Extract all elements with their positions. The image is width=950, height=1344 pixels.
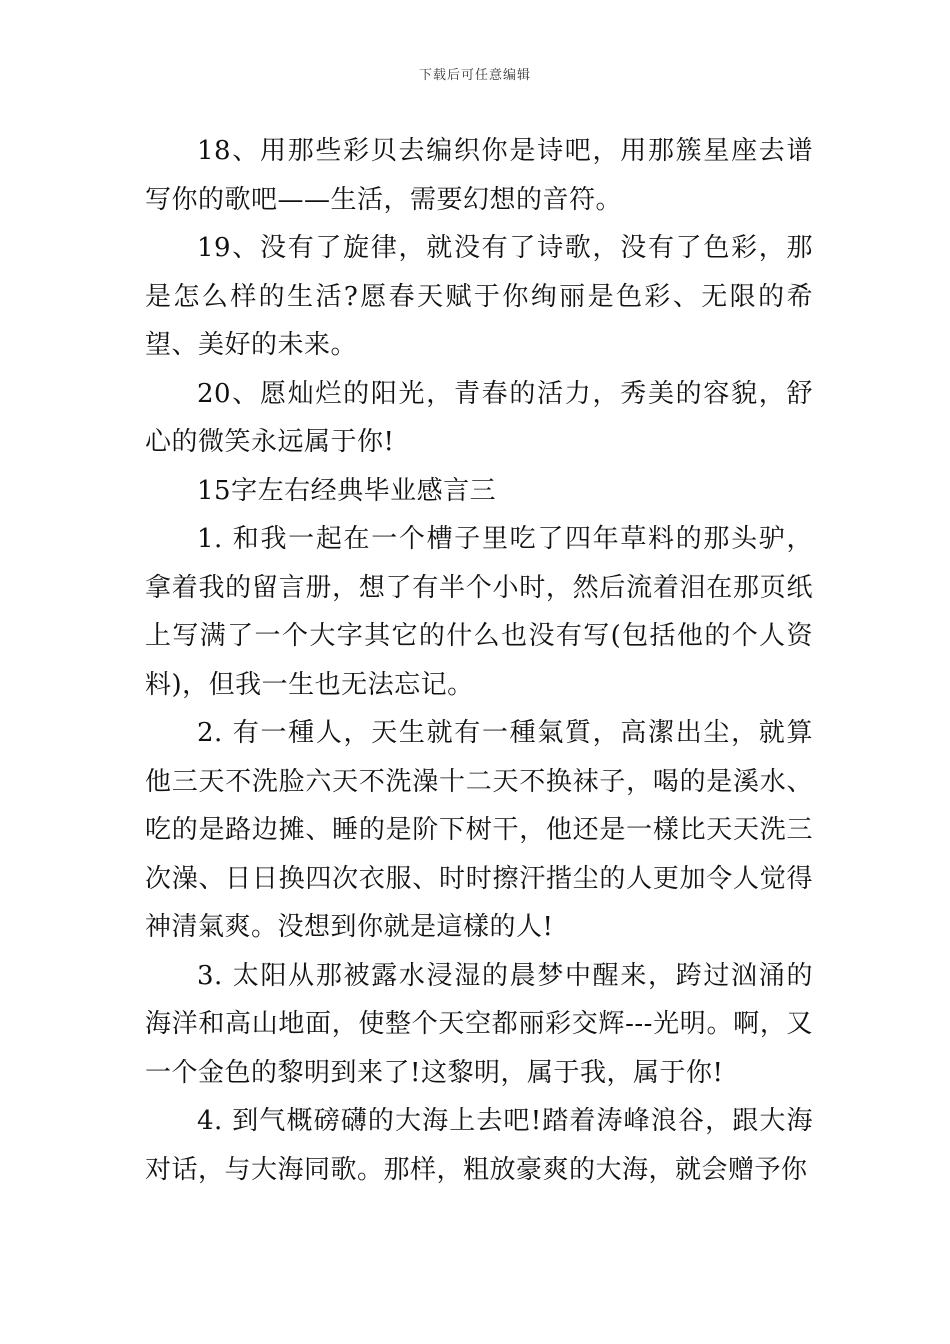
paragraph-19: 19、没有了旋律，就没有了诗歌，没有了色彩，那是怎么样的生活?愿春天赋于你绚丽是色彩、无限的希望、美好的未来。 [145,233,813,360]
paragraph-20: 20、愿灿烂的阳光，青春的活力，秀美的容貌，舒心的微笑永远属于你! [145,378,813,457]
header-note: 下载后可任意编辑 [418,68,531,83]
list-item-4: 4. 到气概磅礴的大海上去吧!踏着涛峰浪谷，跟大海对话，与大海同歌。那样，粗放豪爽的大海，就会赠予你 [145,1106,813,1185]
list-item-1: 1. 和我一起在一个槽子里吃了四年草料的那头驴，拿着我的留言册，想了有半个小时，然后流着泪在那页纸上写满了一个大字其它的什么也没有写(包括他的个人资料)，但我一生也无法忘记。 [145,524,813,700]
body-text [145,127,813,1194]
section-title: 15字左右经典毕业感言三 [197,475,497,506]
list-item-3: 3. 太阳从那被露水浸湿的晨梦中醒来，跨过汹涌的海洋和高山地面，使整个天空都丽彩交辉---光明。啊，又一个金色的黎明到来了!这黎明，属于我，属于你! [145,960,813,1088]
list-item-2: 2. 有一種人，天生就有一種氣質，高潔出尘，就算他三天不洗脸六天不洗澡十二天不换袜子，喝的是溪水、吃的是路边摊、睡的是阶下树干，他还是一樣比天天洗三次澡、日日换四次衣服、时时擦汗揩尘的人更加令人觉得神清氣爽。没想到你就是這樣的人! [145,718,813,942]
paragraph-18: 18、用那些彩贝去编织你是诗吧，用那簇星座去谱写你的歌吧——生活，需要幻想的音符。 [145,136,813,215]
